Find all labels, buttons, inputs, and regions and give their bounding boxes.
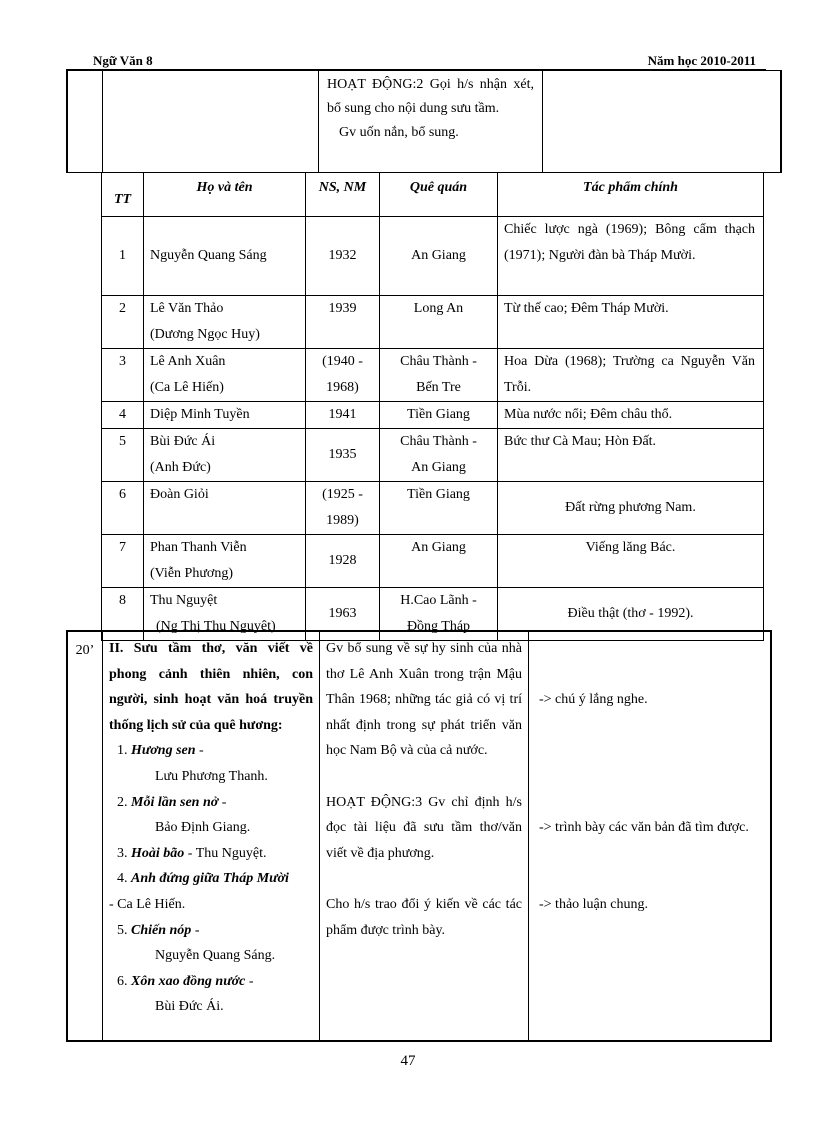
table-row (102, 535, 764, 588)
table-row (102, 429, 764, 482)
activity2-table (66, 70, 782, 173)
subject-header: Ngữ Văn 8 (93, 53, 153, 68)
teacher-activity-cell (319, 71, 543, 173)
author-hometown: Châu Thành - (400, 354, 477, 369)
list-item: 1. Hương sen - (117, 743, 204, 759)
author-born: 1932 (306, 217, 380, 296)
author-name-cell (144, 429, 306, 482)
table-row (102, 402, 764, 429)
author-hometown-cell (380, 429, 498, 482)
section-table (66, 630, 772, 1042)
author-hometown: Châu Thành - (400, 434, 477, 449)
activity2-title: HOẠT ĐỘNG:2 Gọi h/s nhận xét, bổ sung cho nội dung sưu tầm. (327, 77, 534, 116)
author-name: Thu Nguyệt (150, 593, 218, 608)
author-hometown-2: An Giang (411, 460, 466, 475)
author-hometown-2: Đồng Tháp (406, 619, 471, 634)
table-row (102, 349, 764, 402)
item-author: - Ca Lê Hiến. (109, 896, 186, 912)
row-tt: 4 (102, 402, 144, 429)
author-hometown: An Giang (380, 535, 498, 588)
row-tt: 1 (102, 217, 144, 296)
page-number: 47 (400, 1053, 416, 1069)
list-item: 3. Hoài bão - Thu Nguyệt. (117, 845, 267, 861)
author-hometown: Tiền Giang (380, 402, 498, 429)
author-name: Lê Văn Thảo (150, 301, 224, 316)
author-name: Phan Thanh Viễn (150, 540, 247, 555)
header-born: NS, NM (306, 173, 380, 217)
author-name: Nguyễn Quang Sáng (144, 217, 306, 296)
author-alias: (Viễn Phương) (150, 566, 233, 581)
author-born: 1941 (306, 402, 380, 429)
author-hometown: Tiền Giang (380, 482, 498, 535)
author-hometown: An Giang (380, 217, 498, 296)
author-hometown-2: Bến Tre (416, 380, 461, 395)
time-cell (67, 631, 103, 1041)
student-activity-cell (529, 631, 772, 1041)
student-activity-cell (543, 71, 782, 173)
table-row (102, 482, 764, 535)
table-row (102, 296, 764, 349)
author-name: Lê Anh Xuân (150, 354, 226, 369)
list-item: 5. Chiến nóp - (117, 922, 200, 938)
teacher-note-1: Gv bổ sung về sự hy sinh của nhà thơ Lê Anh Xuân trong trận Mậu Thân 1968; những tác giả có vị trí nhất định trong sự phát triển văn học Nam Bộ và của cả nước. (326, 641, 522, 759)
author-born: 1928 (306, 535, 380, 588)
authors-table (101, 172, 764, 641)
list-item: 4. Anh đứng giữa Tháp Mười (117, 871, 289, 887)
student-note-1: -> chú ý lắng nghe. (539, 692, 648, 708)
author-works: Bức thư Cà Mau; Hòn Đất. (498, 429, 764, 482)
row-tt: 6 (102, 482, 144, 535)
item-author: Bùi Đức Ái. (155, 999, 224, 1015)
author-born: (1925 - 1989) (306, 482, 380, 535)
student-note-3: -> thảo luận chung. (539, 896, 648, 912)
school-year-header: Năm học 2010-2011 (647, 53, 756, 68)
content-cell (103, 631, 320, 1041)
student-note-2: -> trình bày các văn bản đã tìm được. (539, 820, 749, 836)
author-hometown-cell (380, 349, 498, 402)
table-row (102, 217, 764, 296)
author-alias: (Anh Đức) (150, 460, 211, 475)
content-cell (103, 71, 319, 173)
row-tt: 8 (102, 588, 144, 641)
author-alias: (Ca Lê Hiến) (150, 380, 224, 395)
author-works: Viếng lăng Bác. (498, 535, 764, 588)
author-works: Từ thế cao; Đêm Tháp Mười. (498, 296, 764, 349)
author-name: Diệp Minh Tuyền (144, 402, 306, 429)
author-alias: (Ng Thị Thu Nguyệt) (156, 619, 276, 634)
teacher-activity-cell (320, 631, 529, 1041)
author-works: Điều thật (thơ - 1992). (498, 588, 764, 641)
author-born: 1963 (306, 588, 380, 641)
author-works: Mùa nước nổi; Đêm châu thổ. (498, 402, 764, 429)
author-works: Hoa Dừa (1968); Trường ca Nguyễn Văn Trỗi. (498, 349, 764, 402)
header-name: Họ và tên (144, 173, 306, 217)
activity2-note: Gv uốn nắn, bổ sung. (339, 125, 459, 140)
author-name: Đoàn Giỏi (144, 482, 306, 535)
section-heading: II. Sưu tầm thơ, văn viết về phong cảnh thiên nhiên, con người, sinh hoạt văn hoá truyền thống lịch sử của quê hương: (109, 641, 313, 733)
teacher-note-2: HOẠT ĐỘNG:3 Gv chỉ định h/s đọc tài liệu đã sưu tầm thơ/văn viết về địa phương. (326, 794, 522, 861)
author-name-cell (144, 535, 306, 588)
row-tt: 5 (102, 429, 144, 482)
row-tt: 3 (102, 349, 144, 402)
author-works: Chiếc lược ngà (1969); Bông cẩm thạch (1971); Người đàn bà Tháp Mười. (498, 217, 764, 296)
author-name-cell (144, 296, 306, 349)
list-item: 6. Xôn xao đồng nước - (117, 973, 254, 989)
author-born: (1940 - 1968) (306, 349, 380, 402)
author-name-cell (144, 349, 306, 402)
list-item: 2. Mỗi lần sen nở - (117, 794, 227, 810)
item-author: Lưu Phương Thanh. (155, 768, 268, 784)
author-works: Đất rừng phương Nam. (498, 482, 764, 535)
row-tt: 7 (102, 535, 144, 588)
item-author: Nguyễn Quang Sáng. (155, 948, 276, 964)
author-name: Bùi Đức Ái (150, 434, 216, 449)
author-hometown: H.Cao Lãnh - (400, 593, 477, 608)
header-tt: TT (102, 173, 144, 217)
section-time: 20’ (75, 643, 95, 658)
teacher-note-3: Cho h/s trao đổi ý kiến về các tác phẩm được trình bày. (326, 896, 522, 938)
author-born: 1939 (306, 296, 380, 349)
author-alias: (Dương Ngọc Huy) (150, 327, 260, 342)
header-hometown: Quê quán (380, 173, 498, 217)
header-works: Tác phẩm chính (498, 173, 764, 217)
time-cell (67, 71, 103, 173)
author-hometown: Long An (380, 296, 498, 349)
author-born: 1935 (306, 429, 380, 482)
item-author: Bảo Định Giang. (155, 820, 251, 836)
row-tt: 2 (102, 296, 144, 349)
